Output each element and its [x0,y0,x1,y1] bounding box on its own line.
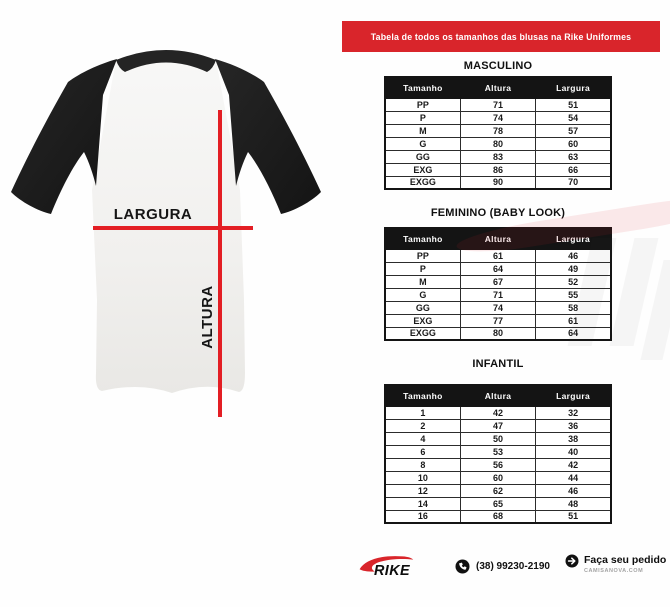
size-cell: 44 [536,471,611,484]
size-cell: 74 [460,111,535,124]
size-cell: EXGG [385,327,460,340]
size-row [385,176,611,189]
size-cell: 74 [460,301,535,314]
size-cell: 52 [536,275,611,288]
arrow-icon [565,554,579,568]
size-cell: 48 [536,497,611,510]
size-cell: P [385,262,460,275]
size-cell: 66 [536,163,611,176]
banner [342,21,660,52]
phone-icon [455,559,470,574]
size-row [385,262,611,275]
size-cell: EXG [385,314,460,327]
table-title-infantil: INFANTIL [472,358,524,370]
size-cell: 32 [536,406,611,419]
size-row [385,288,611,301]
column-header: Largura [536,228,611,249]
size-cell: 42 [536,458,611,471]
size-cell: 54 [536,111,611,124]
size-cell: 90 [460,176,535,189]
rike-logo-text: RIKE [374,562,410,579]
size-row [385,137,611,150]
size-cell: 49 [536,262,611,275]
size-cell: GG [385,150,460,163]
size-cell: 53 [460,445,535,458]
size-cell: 8 [385,458,460,471]
size-row [385,150,611,163]
size-row [385,301,611,314]
rike-logo [358,553,430,584]
tshirt-image [0,40,340,400]
footer [0,548,670,588]
size-cell: 80 [460,327,535,340]
banner-text: Tabela de todos os tamanhos das blusas na Rike Uniformes [370,31,632,42]
table-title-feminino: FEMININO (BABY LOOK) [430,207,566,219]
size-cell: 80 [460,137,535,150]
size-cell: 2 [385,419,460,432]
size-table-infantil [384,384,612,524]
size-cell: EXG [385,163,460,176]
size-cell: 86 [460,163,535,176]
size-cell: 6 [385,445,460,458]
size-cell: G [385,288,460,301]
size-cell: 51 [536,98,611,111]
column-header: Tamanho [385,77,460,98]
size-cell: 51 [536,510,611,523]
altura-measure-line [218,110,222,417]
size-cell: 77 [460,314,535,327]
column-header: Tamanho [385,228,460,249]
column-header: Altura [460,228,535,249]
size-row [385,327,611,340]
size-row [385,275,611,288]
size-cell: 65 [460,497,535,510]
size-row [385,406,611,419]
size-cell: 1 [385,406,460,419]
size-cell: 67 [460,275,535,288]
size-cell: G [385,137,460,150]
size-cell: 55 [536,288,611,301]
size-cell: 47 [460,419,535,432]
size-cell: 56 [460,458,535,471]
size-cell: 64 [536,327,611,340]
size-cell: 40 [536,445,611,458]
size-row [385,432,611,445]
size-cell: 70 [536,176,611,189]
column-header: Altura [460,77,535,98]
size-cell: 71 [460,288,535,301]
size-row [385,484,611,497]
column-header: Tamanho [385,385,460,406]
largura-measure-line [93,226,253,230]
order-texts [584,554,666,574]
size-row [385,124,611,137]
size-cell: 12 [385,484,460,497]
size-cell: 83 [460,150,535,163]
size-row [385,471,611,484]
size-cell: 61 [460,249,535,262]
size-cell: 60 [536,137,611,150]
size-row [385,98,611,111]
order-website: CAMISANOVA.COM [584,568,644,574]
size-cell: 38 [536,432,611,445]
size-row [385,111,611,124]
size-cell: 50 [460,432,535,445]
size-row [385,458,611,471]
size-cell: 42 [460,406,535,419]
watermark-letter [610,238,659,346]
size-cell: EXGG [385,176,460,189]
size-cell: 63 [536,150,611,163]
size-cell: 60 [460,471,535,484]
size-cell: PP [385,249,460,262]
size-table-masculino [384,76,612,190]
size-cell: PP [385,98,460,111]
size-cell: 78 [460,124,535,137]
order-label: Faça seu pedido [584,554,667,566]
size-cell: M [385,275,460,288]
size-cell: 57 [536,124,611,137]
column-header: Largura [536,385,611,406]
size-row [385,249,611,262]
size-cell: 14 [385,497,460,510]
size-row [385,419,611,432]
table-title-masculino: MASCULINO [463,60,533,72]
size-table-feminino [384,227,612,341]
size-cell: 10 [385,471,460,484]
size-row [385,445,611,458]
watermark-letter [640,260,670,360]
size-row [385,163,611,176]
size-cell: 62 [460,484,535,497]
size-cell: 46 [536,484,611,497]
size-cell: 68 [460,510,535,523]
size-cell: GG [385,301,460,314]
order-cta[interactable] [565,554,666,574]
rike-logo-graphic [358,553,430,579]
size-row [385,510,611,523]
size-cell: 58 [536,301,611,314]
phone-contact [455,559,550,574]
size-cell: M [385,124,460,137]
phone-number: (38) 99230-2190 [476,561,550,572]
size-cell: 4 [385,432,460,445]
size-cell: 61 [536,314,611,327]
size-cell: 36 [536,419,611,432]
largura-label: LARGURA [113,206,193,223]
column-header: Largura [536,77,611,98]
size-cell: 16 [385,510,460,523]
size-row [385,497,611,510]
size-cell: 46 [536,249,611,262]
column-header: Altura [460,385,535,406]
size-cell: P [385,111,460,124]
altura-label: ALTURA [199,285,216,349]
size-cell: 71 [460,98,535,111]
size-row [385,314,611,327]
size-cell: 64 [460,262,535,275]
